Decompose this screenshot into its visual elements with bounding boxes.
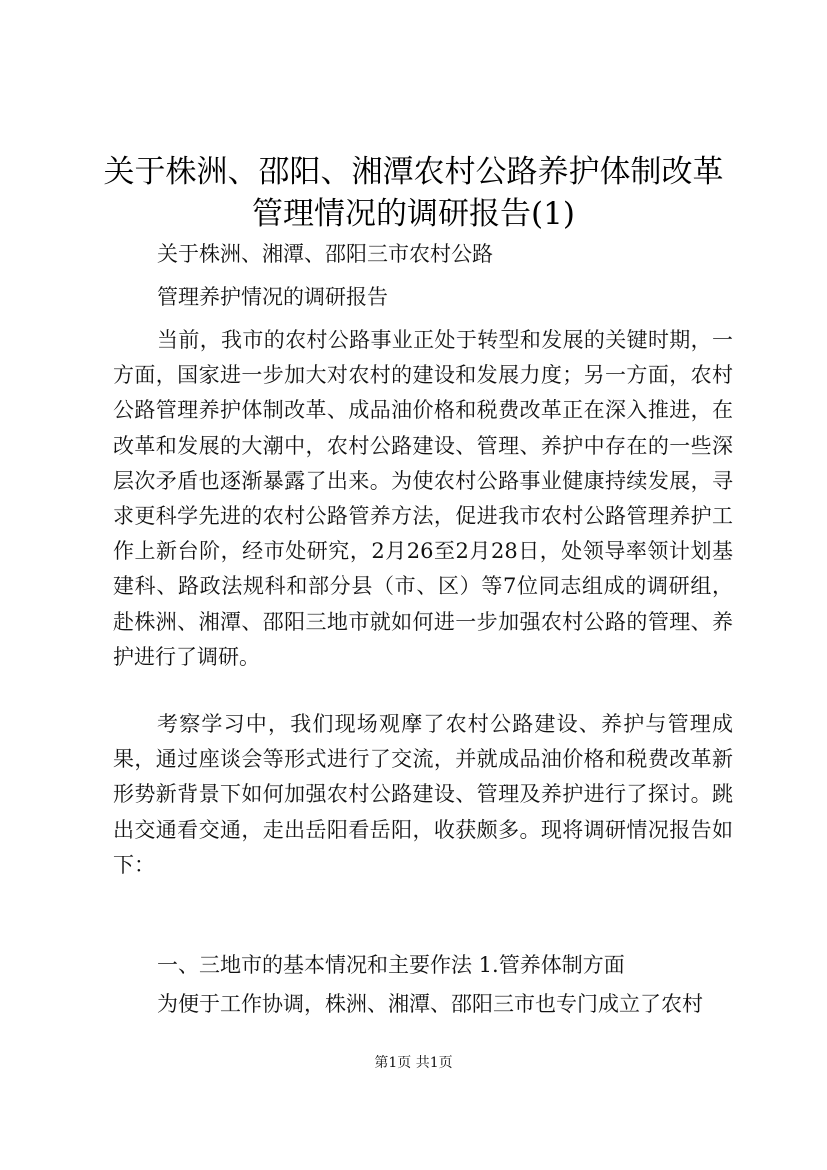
subtitle-line1: 关于株洲、湘潭、邵阳三市农村公路 bbox=[157, 242, 493, 266]
document-title-line1: 关于株洲、邵阳、湘潭农村公路养护体制改革 bbox=[103, 154, 724, 190]
document-title-line2: 管理情况的调研报告(1) bbox=[252, 196, 575, 232]
subtitle-line2: 管理养护情况的调研报告 bbox=[157, 285, 388, 309]
body-paragraph-2: 考察学习中，我们现场观摩了农村公路建设、养护与管理成果，通过座谈会等形式进行了交流，并就成品油价格和税费改革新形势新背景下如何加强农村公路建设、管理及养护进行了探讨。跳出交通看交通，走出岳阳看岳阳，收获颇多。现将调研情况报告如下： bbox=[113, 712, 733, 877]
section-heading: 一、三地市的基本情况和主要作法 1.管养体制方面 bbox=[157, 953, 625, 977]
page-number: 第1页 共1页 bbox=[374, 1055, 453, 1071]
body-paragraph-3: 为便于工作协调，株洲、湘潭、邵阳三市也专门成立了农村 bbox=[157, 992, 703, 1016]
body-paragraph-1: 当前，我市的农村公路事业正处于转型和发展的关键时期，一方面，国家进一步加大对农村的建设和发展力度；另一方面，农村公路管理养护体制改革、成品油价格和税费改革正在深入推进，在改革和发展的大潮中，农村公路建设、管理、养护中存在的一些深层次矛盾也逐渐暴露了出来。为使农村公路事业健康持续发展，寻求更科学先进的农村公路管养方法，促进我市农村公路管理养护工作上新台阶，经市处研究，2月26至2月28日，处领导率领计划基建科、路政法规科和部分县（市、区）等7位同志组成的调研组，赴株洲、湘潭、邵阳三地市就如何进一步加强农村公路的管理、养护进行了调研。 bbox=[113, 328, 733, 669]
